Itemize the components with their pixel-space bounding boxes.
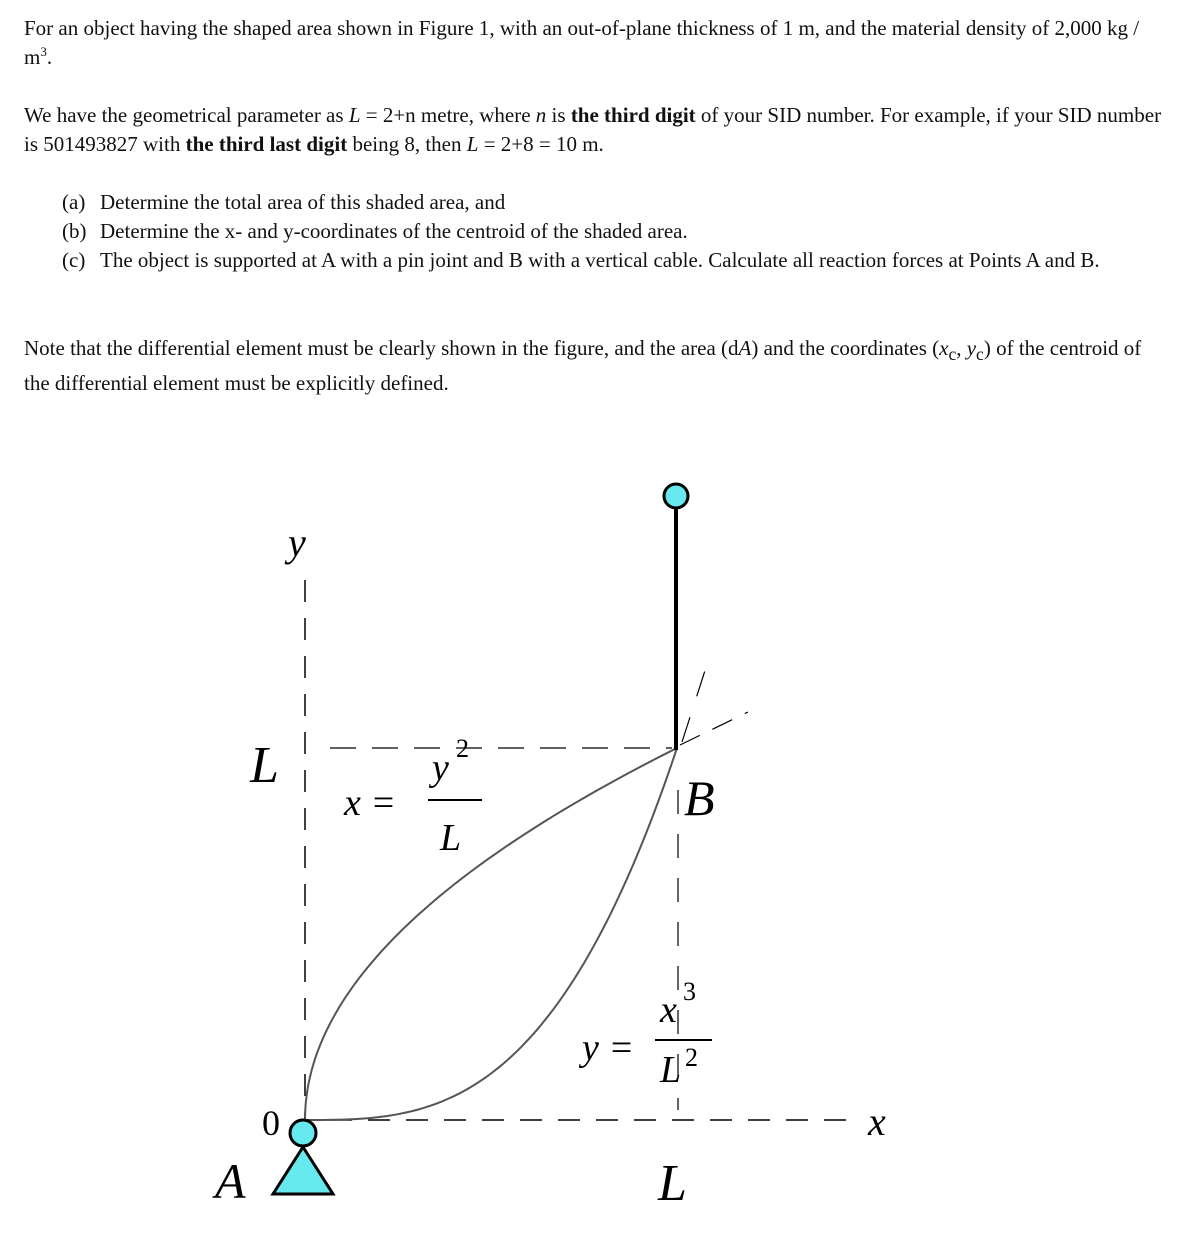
density-exponent: 3	[40, 44, 47, 59]
tangent-guide-2	[682, 655, 710, 742]
note-text-4: ) of the centroid of the differential element must be explicitly defined.	[24, 336, 1142, 396]
note-text-3: ,	[956, 336, 967, 360]
pin-support-icon	[273, 1147, 333, 1194]
note-yc: y	[966, 336, 977, 360]
param-text-1: We have the geometrical parameter as	[24, 103, 349, 127]
note-yc-sub: c	[976, 344, 984, 365]
L-bottom-label: L	[658, 1155, 687, 1212]
note-xc: x	[939, 336, 949, 360]
question-mark-a: (a)	[62, 190, 86, 214]
cable-anchor-icon	[664, 484, 688, 508]
question-text-c: The object is supported at A with a pin joint and B with a vertical cable. Calculate all reaction forces at Points A and B.	[100, 248, 1100, 272]
param-bold-2: the third last digit	[185, 132, 348, 156]
note-text-2: ) and the coordinates (	[751, 336, 940, 360]
param-text-4: of your SID number. For example, if your SID number is 501493827 with	[24, 103, 1162, 156]
eq2-den-exponent: 2	[685, 1043, 698, 1072]
intro-end: .	[46, 45, 53, 69]
eq1-denominator: L	[440, 817, 462, 859]
note-text-1: Note that the differential element must be clearly shown in the figure, and the area (d	[24, 336, 739, 360]
eq1-exponent: 2	[456, 734, 469, 763]
pin-joint-icon	[290, 1120, 316, 1146]
eq1-lhs: x =	[344, 782, 397, 824]
param-text-3: is	[546, 103, 571, 127]
x-axis-label: x	[868, 1099, 886, 1144]
param-L2: L	[466, 132, 479, 156]
param-text-6: = 2+8 = 10 m.	[478, 132, 604, 156]
L-left-label: L	[250, 737, 279, 794]
origin-label: 0	[262, 1103, 280, 1143]
note-xc-sub: c	[948, 344, 957, 365]
param-text-2: = 2+n metre, where	[360, 103, 536, 127]
eq1-numerator: y	[432, 747, 449, 789]
question-mark-c: (c)	[62, 248, 86, 272]
param-n: n	[535, 103, 547, 127]
question-text-a: Determine the total area of this shaded area, and	[100, 190, 506, 214]
intro-text: For an object having the shaped area shown in Figure 1, with an out-of-plane thickness of 1 m, and the material density of 2,000 kg / m	[24, 16, 1140, 69]
eq2-exponent: 3	[683, 977, 696, 1006]
point-B-label: B	[684, 770, 715, 826]
tangent-guide-1	[680, 712, 748, 745]
question-mark-b: (b)	[62, 219, 87, 243]
eq2-lhs: y =	[582, 1027, 635, 1069]
param-text-5: being 8, then	[347, 132, 467, 156]
eq2-numerator: x	[660, 989, 677, 1031]
question-text-b: Determine the x- and y-coordinates of the centroid of the shaded area.	[100, 219, 688, 243]
y-axis-label: y	[288, 520, 306, 565]
point-A-label: A	[215, 1153, 246, 1209]
eq2-denominator: L	[660, 1049, 682, 1091]
param-L: L	[348, 103, 361, 127]
note-A: A	[738, 336, 752, 360]
param-bold-1: the third digit	[570, 103, 696, 127]
